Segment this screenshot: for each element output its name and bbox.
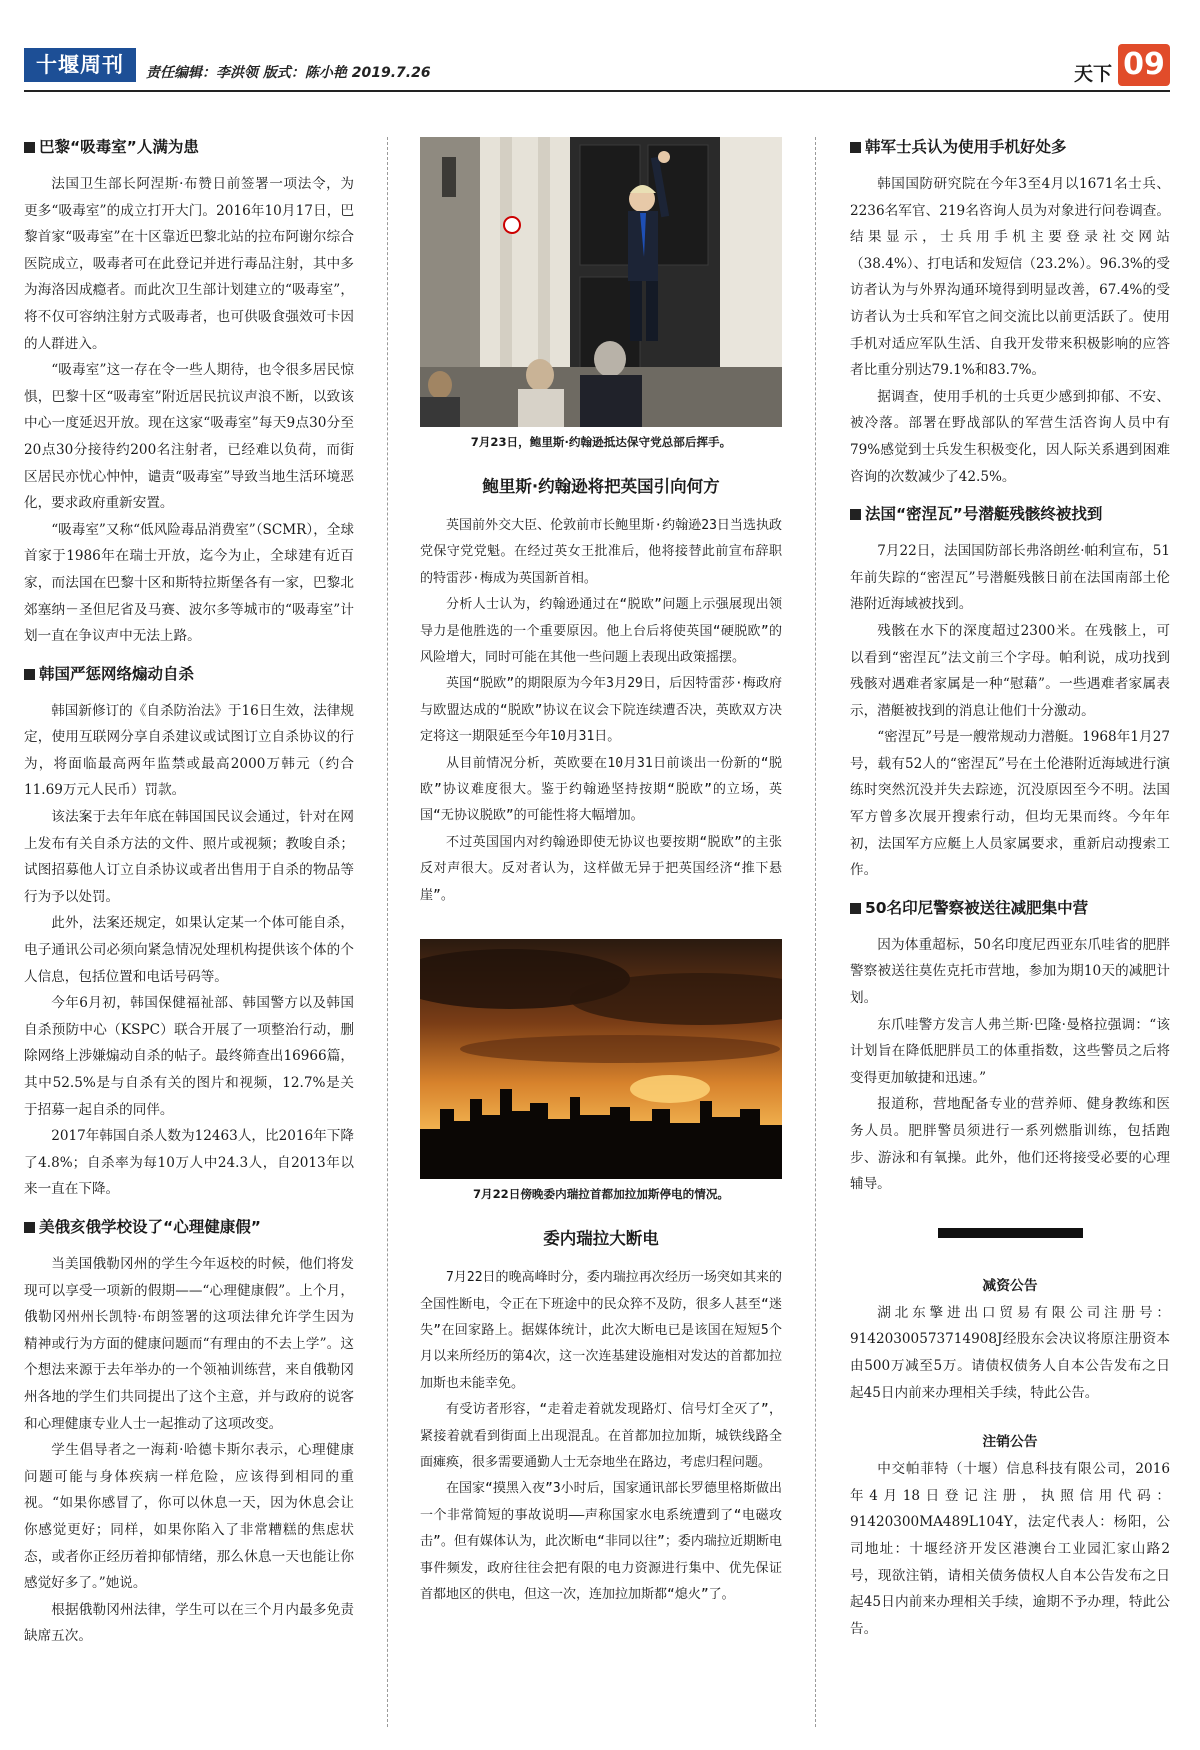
- photo-johnson-waving: [420, 137, 782, 427]
- square-bullet-icon: [24, 1222, 35, 1233]
- newspaper-logo: 十堰周刊: [24, 48, 136, 82]
- notice-title: 减资公告: [982, 1277, 1038, 1294]
- square-bullet-icon: [24, 142, 35, 153]
- masthead: [24, 40, 1170, 92]
- notice-paragraph: 中交帕菲特（十堰）信息科技有限公司，2016年4月18日登记注册，执照信用代码：91420300MA489L104Y，法定代表人：杨阳，公司地址：十堰经济开发区港澳台工业园汇家山路2号，现欲注销，请相关债务债权人自本公告发布之日起45日内前来办理相关手续，逾期不予办理，特此公告。: [850, 1461, 1170, 1637]
- article-paragraph: 法国卫生部长阿涅斯·布赞日前签署一项法令，为更多“吸毒室”的成立打开大门。2016年10月17日，巴黎首家“吸毒室”在十区靠近巴黎北站的拉布阿谢尔综合医院成立，吸毒者可在此登记并进行毒品注射，其中多为海洛因成瘾者。而此次卫生部计划建立的“吸毒室”，将不仅可容纳注射方式吸毒者，也可供吸食强效可卡因的人群进入。: [24, 176, 354, 352]
- article-paragraph: 韩国国防研究院在今年3至4月以1671名士兵、2236名军官、219名咨询人员为对象进行问卷调查。结果显示，士兵用手机主要登录社交网站（38.4%）、打电话和发短信（23.2%）。96.3%的受访者认为与外界沟通环境得到明显改善，67.4%的受访者认为士兵和军官之间交流比以前更活跃了。使用手机对适应军队生活、自我开发带来积极影响的应答者比重分别达79.1%和83.7%。: [850, 176, 1170, 379]
- square-bullet-icon: [850, 903, 861, 914]
- column-divider: [387, 137, 388, 1727]
- article-paragraph: 2017年韩国自杀人数为12463人，比2016年下降了4.8%；自杀率为每10万人中24.3人，自2013年以来一直在下降。: [24, 1128, 354, 1198]
- article-headline: 韩国严惩网络煽动自杀: [24, 664, 354, 684]
- article-paragraph: 根据俄勒冈州法律，学生可以在三个月内最多免责缺席五次。: [24, 1601, 354, 1645]
- notice-paragraph: 湖北东擎进出口贸易有限公司注册号：91420300573714908J经股东会决议将原注册资本由500万减至5万。请债权债务人自本公告发布之日起45日内前来办理相关手续，特此公告。: [850, 1304, 1170, 1401]
- caracas-sunset-illustration: [420, 939, 782, 1179]
- article-headline: 鲍里斯·约翰逊将把英国引向何方: [482, 477, 720, 496]
- article-paragraph: 分析人士认为，约翰逊通过在“脱欧”问题上示强展现出领导力是他胜选的一个重要原因。他上台后将使英国“硬脱欧”的风险增大，同时可能在其他一些问题上表现出政策摇摆。: [420, 597, 782, 666]
- article-paragraph: 当美国俄勒冈州的学生今年返校的时候，他们将发现可以享受一项新的假期——“心理健康假”。上个月，俄勒冈州州长凯特·布朗签署的这项法律允许学生因为精神或行为方面的健康问题而“有理由的不去上学”。这个想法来源于去年举办的一个领袖训练营，来自俄勒冈州各地的学生们共同提出了这个主意，并与政府的说客和心理健康专业人士一起推动了这项改变。: [24, 1255, 354, 1432]
- photo-caption: 7月23日，鲍里斯·约翰逊抵达保守党总部后挥手。: [470, 435, 732, 449]
- article-paris-drug-rooms: [24, 137, 354, 650]
- article-headline: 韩军士兵认为使用手机好处多: [850, 137, 1170, 157]
- article-paragraph: 7月22日，法国国防部长弗洛朗丝·帕利宣布，51年前失踪的“密涅瓦”号潜艇残骸日前在法国南部土伦港附近海域被找到。: [850, 543, 1170, 613]
- article-paragraph: 7月22日的晚高峰时分，委内瑞拉再次经历一场突如其来的全国性断电，令正在下班途中的民众猝不及防，很多人甚至“迷失”在回家路上。据媒体统计，此次大断电已是该国在短短5个月以来所经历的第4次，这一次连基建设施相对发达的首都加拉加斯也未能幸免。: [420, 1270, 782, 1391]
- article-paragraph: 该法案于去年年底在韩国国民议会通过，针对在网上发布有关自杀方法的文件、照片或视频；教唆自杀；试图招募他人订立自杀协议或者出售用于自杀的物品等行为予以处罚。: [24, 809, 354, 905]
- article-paragraph: 从目前情况分析，英欧要在10月31日前谈出一份新的“脱欧”协议难度很大。鉴于约翰逊坚持按期“脱欧”的立场，英国“无协议脱欧”的可能性将大幅增加。: [420, 755, 782, 824]
- article-paragraph: “吸毒室”这一存在令一些人期待，也令很多居民惊惧，巴黎十区“吸毒室”附近居民抗议声浪不断，以致该中心一度延迟开放。现在这家“吸毒室”每天9点30分至20点30分接待约200名注射者，已经难以负荷，而街区居民亦忧心忡忡，谴责“吸毒室”导致当地生活环境恶化，要求政府重新安置。: [24, 362, 354, 512]
- article-paragraph: 东爪哇警方发言人弗兰斯·巴隆·曼格拉强调：“该计划旨在降低肥胖员工的体重指数，这些警员之后将变得更加敏捷和迅速。”: [850, 1016, 1170, 1086]
- article-minerve-submarine: [850, 504, 1170, 884]
- article-paragraph: 英国前外交大臣、伦敦前市长鲍里斯·约翰逊23日当选执政党保守党党魁。在经过英女王批准后，他将接替此前宣布辞职的特雷莎·梅成为英国新首相。: [420, 518, 782, 586]
- article-venezuela-blackout: [420, 1265, 782, 1608]
- article-indonesia-police: [850, 898, 1170, 1198]
- photo-caption: 7月22日傍晚委内瑞拉首都加拉加斯停电的情况。: [472, 1187, 730, 1202]
- article-paragraph: 有受访者形容，“走着走着就发现路灯、信号灯全灭了”，紧接着就看到街面上出现混乱。在首都加拉加斯，城铁线路全面瘫痪，很多需要通勤人士无奈地坐在路边，考虑归程问题。: [420, 1402, 782, 1470]
- left-column: [24, 137, 354, 1664]
- notice-capital-reduction: [850, 1274, 1170, 1406]
- editor-credit-line: 责任编辑：李洪领 版式：陈小艳 2019.7.26: [146, 65, 431, 81]
- article-paragraph: 据调查，使用手机的士兵更少感到抑郁、不安、被冷落。部署在野战部队的军营生活咨询人员中有79%感觉到士兵发生积极变化，因人际关系遇到困难咨询的次数减少了42.5%。: [850, 388, 1170, 485]
- square-bullet-icon: [850, 509, 861, 520]
- column-divider: [815, 137, 816, 1727]
- johnson-photo-illustration: [420, 137, 782, 427]
- article-paragraph: “吸毒室”又称“低风险毒品消费室”（SCMR），全球首家于1986年在瑞士开放，迄今为止，全球建有近百家，而法国在巴黎十区和斯特拉斯堡各有一家，巴黎北郊塞纳－圣但尼省及马赛、波尔多等城市的“吸毒室”计划一直在争议声中无法上路。: [24, 521, 354, 645]
- square-bullet-icon: [24, 669, 35, 680]
- article-headline: 美俄亥俄学校设了“心理健康假”: [24, 1217, 354, 1237]
- article-paragraph: 报道称，营地配备专业的营养师、健身教练和医务人员。肥胖警员须进行一系列燃脂训练，包括跑步、游泳和有氧操。此外，他们还将接受必要的心理辅导。: [850, 1096, 1170, 1193]
- article-paragraph: 今年6月初，韩国保健福祉部、韩国警方以及韩国自杀预防中心（KSPC）联合开展了一项整治行动，删除网络上涉嫌煽动自杀的帖子。最终筛查出16966篇，其中52.5%是与自杀有关的图片和视频，12.7%是关于招募一起自杀的同伴。: [24, 995, 354, 1118]
- article-boris-johnson: [420, 513, 782, 909]
- article-paragraph: 学生倡导者之一海莉·哈德卡斯尔表示，心理健康问题可能与身体疾病一样危险，应该得到相同的重视。“如果你感冒了，你可以休息一天，因为休息会让你感觉更好；同样，如果你陷入了非常糟糕的焦虑状态，或者你正经历着抑郁情绪，那么休息一天也能让你感觉好多了。”她说。: [24, 1442, 354, 1592]
- photo-caracas-blackout: [420, 939, 782, 1179]
- article-paragraph: 不过英国国内对约翰逊即使无协议也要按期“脱欧”的主张反对声很大。反对者认为，这样做无异于把英国经济“推下悬崖”。: [420, 834, 782, 903]
- notice-title: 注销公告: [982, 1434, 1038, 1451]
- article-paragraph: 因为体重超标，50名印度尼西亚东爪哇省的肥胖警察被送往莫佐克托市营地，参加为期10天的减肥计划。: [850, 936, 1170, 1007]
- square-bullet-icon: [850, 142, 861, 153]
- article-mental-health-leave: [24, 1217, 354, 1650]
- section-name: 天下: [1073, 63, 1112, 85]
- article-paragraph: 英国“脱欧”的期限原为今年3月29日，后因特雷莎·梅政府与欧盟达成的“脱欧”协议在议会下院连续遭否决，英欧双方决定将这一期限延至今年10月31日。: [420, 676, 782, 745]
- notice-divider-bar: [938, 1228, 1083, 1238]
- notice-deregistration: [850, 1430, 1170, 1642]
- article-paragraph: 此外，法案还规定，如果认定某一个体可能自杀，电子通讯公司必须向紧急情况处理机构提供该个体的个人信息，包括位置和电话号码等。: [24, 915, 354, 985]
- page-number-badge: 09: [1118, 44, 1170, 86]
- right-column: [850, 137, 1170, 1656]
- article-paragraph: 韩国新修订的《自杀防治法》于16日生效，法律规定，使用互联网分享自杀建议或试图订立自杀协议的行为，将面临最高两年监禁或最高2000万韩元（约合11.69万元人民币）罚款。: [24, 702, 354, 799]
- article-headline: 委内瑞拉大断电: [543, 1229, 659, 1249]
- article-korea-suicide-law: [24, 664, 354, 1203]
- article-headline: 法国“密涅瓦”号潜艇残骸终被找到: [850, 504, 1170, 524]
- article-paragraph: 残骸在水下的深度超过2300米。在残骸上，可以看到“密涅瓦”法文前三个字母。帕利说，成功找到残骸对遇难者家属是一种“慰藉”。一些遇难者家属表示，潜艇被找到的消息让他们十分激动。: [850, 622, 1170, 719]
- article-headline: 巴黎“吸毒室”人满为患: [24, 137, 354, 157]
- article-headline: 50名印尼警察被送往减肥集中营: [850, 898, 1170, 918]
- article-paragraph: 在国家“摸黑入夜”3小时后，国家通讯部长罗德里格斯做出一个非常简短的事故说明——声称国家水电系统遭到了“电磁攻击”。但有媒体认为，此次断电“非同以往”；委内瑞拉近期断电事件频发，政府往往会把有限的电力资源进行集中、优先保证首都地区的供电，但这一次，连加拉加斯都“熄火”了。: [420, 1481, 782, 1602]
- article-korea-soldier-phones: [850, 137, 1170, 490]
- article-paragraph: “密涅瓦”号是一艘常规动力潜艇。1968年1月27号，载有52人的“密涅瓦”号在土伦港附近海域进行演练时突然沉没并失去踪迹，沉没原因至今不明。法国军方曾多次展开搜索行动，但均无果而终。今年年初，法国军方应艇上人员家属要求，重新启动搜索工作。: [850, 729, 1170, 879]
- middle-column: [420, 137, 782, 1608]
